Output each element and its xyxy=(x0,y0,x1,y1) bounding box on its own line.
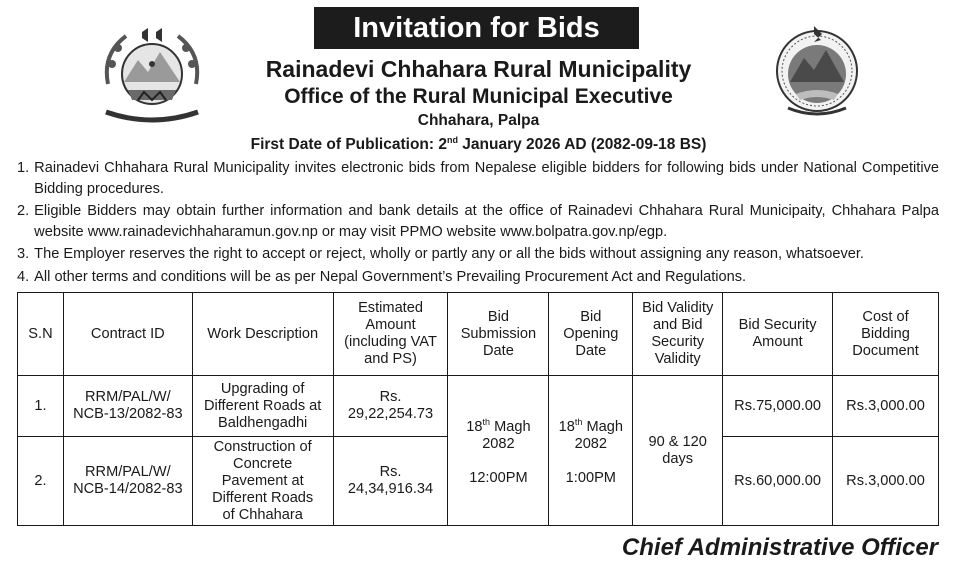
bids-table xyxy=(17,292,939,526)
office-location: Chhahara, Palpa xyxy=(417,112,540,129)
opening-year: 2082 xyxy=(574,435,608,452)
opening-day: 18 xyxy=(558,418,575,435)
cell-work-description: Upgrading of Different Roads at Baldhengadhi xyxy=(192,376,333,437)
list-item xyxy=(17,158,939,199)
cell-validity: 90 & 120 days xyxy=(633,376,723,526)
submission-month: Magh xyxy=(490,418,531,435)
pub-date-suffix: January 2026 AD (2082-09-18 BS) xyxy=(457,136,707,154)
notice-items xyxy=(17,158,939,289)
submission-day: 18 xyxy=(466,418,483,435)
header-sn: S.N xyxy=(18,293,64,376)
table-header-row xyxy=(18,293,939,376)
opening-time: 1:00PM xyxy=(565,469,616,486)
cell-work-description: Construction of Concrete Pavement at Different Roads of Chhahara xyxy=(192,437,333,526)
item-text: The Employer reserves the right to accept or reject, wholly or partly any or all the bids without assigning any reason, whatsoever. xyxy=(34,246,864,262)
cell-cost: Rs.3,000.00 xyxy=(833,376,939,437)
signature-title: Chief Administrative Officer xyxy=(621,534,938,561)
opening-day-suffix: th xyxy=(574,417,583,428)
list-item xyxy=(17,244,939,265)
cell-cost: Rs.3,000.00 xyxy=(833,437,939,526)
item-text: Rainadevi Chhahara Rural Municipality invites electronic bids from Nepalese eligible bidders for following bids under National Competitive Bidding procedures. xyxy=(34,160,939,197)
cell-estimated-amount: Rs. 24,34,916.34 xyxy=(333,437,448,526)
cell-submission-date xyxy=(448,376,549,526)
pub-date-sup: nd xyxy=(446,135,458,145)
cell-security-amount: Rs.75,000.00 xyxy=(723,376,833,437)
table-row xyxy=(18,376,939,437)
submission-year: 2082 xyxy=(482,435,515,452)
header-security-amount: Bid Security Amount xyxy=(723,293,833,376)
list-item xyxy=(17,201,939,242)
item-text: Eligible Bidders may obtain further information and bank details at the office of Rainadevi Chhahara Rural Municipaity, Chhahara Palpa website www.rainadevichhaharamun.gov.np or may visit PPMO website www.bolpatra.gov.np/egp. xyxy=(34,203,939,240)
cell-opening-date xyxy=(549,376,633,526)
header-submission-date: Bid Submission Date xyxy=(448,293,549,376)
header-opening-date: Bid Opening Date xyxy=(549,293,633,376)
cell-contract-id: RRM/PAL/W/ NCB-14/2082-83 xyxy=(63,437,192,526)
header-work-description: Work Description xyxy=(192,293,333,376)
item-number: 3. xyxy=(17,246,30,262)
item-number: 4. xyxy=(17,268,30,285)
header-cost: Cost of Bidding Document xyxy=(833,293,939,376)
item-number: 2. xyxy=(17,203,30,219)
opening-month: Magh xyxy=(582,418,623,435)
banner-title: Invitation for Bids xyxy=(353,11,600,44)
cell-estimated-amount: Rs. 29,22,254.73 xyxy=(333,376,448,437)
item-number: 1. xyxy=(17,160,30,176)
publication-date xyxy=(0,135,957,154)
cell-security-amount: Rs.60,000.00 xyxy=(723,437,833,526)
cell-sn: 1. xyxy=(18,376,64,437)
item-text: All other terms and conditions will be as per Nepal Government’s Prevailing Procurement Act and Regulations. xyxy=(34,268,747,285)
cell-sn: 2. xyxy=(18,437,64,526)
municipality-name: Rainadevi Chhahara Rural Municipality xyxy=(265,56,692,82)
pub-date-prefix: First Date of Publication: 2 xyxy=(250,136,447,154)
opening-date-line xyxy=(552,414,629,436)
header-validity: Bid Validity and Bid Security Validity xyxy=(633,293,723,376)
header-estimated-amount: Estimated Amount (including VAT and PS) xyxy=(333,293,448,376)
cell-contract-id: RRM/PAL/W/ NCB-13/2082-83 xyxy=(63,376,192,437)
title-banner xyxy=(314,7,639,49)
submission-time: 12:00PM xyxy=(469,469,528,486)
submission-day-suffix: th xyxy=(482,417,491,428)
office-name: Office of the Rural Municipal Executive xyxy=(284,85,673,108)
header-contract-id: Contract ID xyxy=(63,293,192,376)
submission-date-line xyxy=(451,414,545,436)
list-item xyxy=(17,267,939,288)
